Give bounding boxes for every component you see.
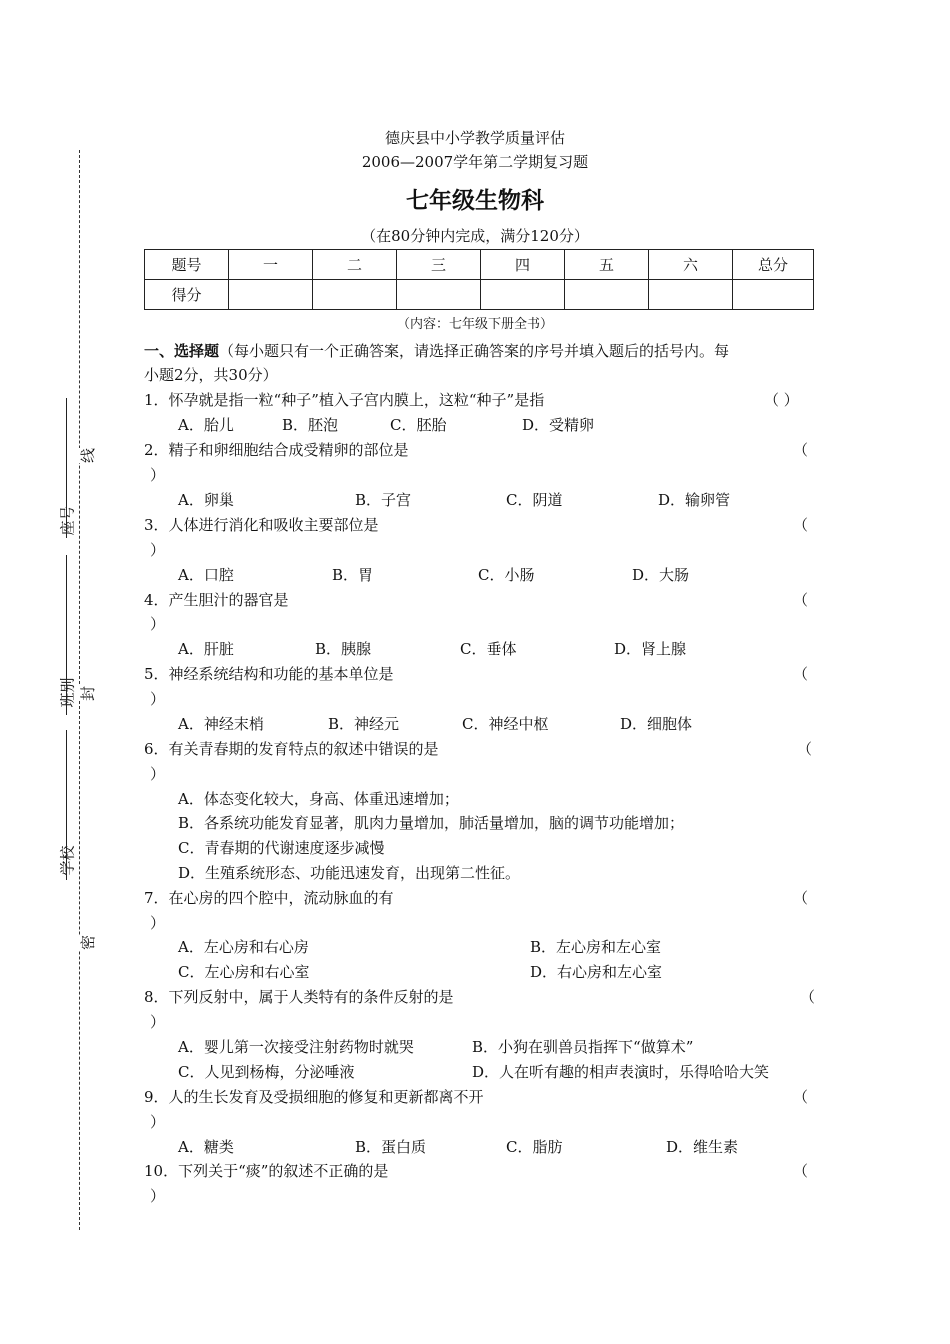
score-cell: 二 [313,250,397,280]
seal-mark-feng: 封 [79,685,98,702]
question-stem: 8．下列反射中，属于人类特有的条件反射的是 [144,988,454,1006]
score-blank-cell[interactable] [229,280,313,310]
option: A．体态变化较大，身高、体重迅速增加； [178,790,459,808]
option: C．神经中枢 [462,715,549,733]
question-stem: 5．神经系统结构和功能的基本单位是 [144,665,394,683]
header-line2: 2006—2007学年第二学期复习题 [361,153,589,171]
option: A．口腔 [178,566,234,584]
option: B．左心房和左心室 [530,938,662,956]
score-cell: 题号 [145,250,229,280]
score-blank-cell[interactable] [649,280,733,310]
option: D．肾上腺 [614,640,687,658]
answer-paren-open[interactable]: （ [793,441,809,459]
option: B．子宫 [355,491,412,509]
section-instruction [144,341,729,361]
section-title: 一、选择题 [144,342,220,360]
score-blank-cell[interactable] [733,280,814,310]
section-instruction-text: （每小题只有一个正确答案，请选择正确答案的序号并填入题后的括号内。每 [219,342,730,360]
option: A．胎儿 [178,416,234,434]
score-table [144,249,814,310]
seat-label: 座号 [58,505,77,536]
score-blank-cell[interactable] [313,280,397,310]
option: C．人见到杨梅，分泌唾液 [178,1063,355,1081]
school-label: 学校 [58,845,77,876]
answer-paren-close: ） [150,1113,166,1131]
option: C．脂肪 [506,1138,563,1156]
option: D．输卵管 [658,491,731,509]
answer-paren-close: ） [150,466,166,484]
question-stem: 3．人体进行消化和吸收主要部位是 [144,516,379,534]
answer-paren-open[interactable]: （ [793,516,809,534]
answer-paren-open[interactable]: （ [797,740,813,758]
score-table-score-row [145,280,814,310]
option: B．各系统功能发育显著，肌肉力量增加，肺活量增加，脑的调节功能增加； [178,814,685,832]
option: A．婴儿第一次接受注射药物时就哭 [178,1038,414,1056]
option: D．细胞体 [620,715,693,733]
page-title: 七年级生物科 [406,187,544,214]
answer-paren-close: ） [150,914,166,932]
option: A．神经末梢 [178,715,264,733]
option: B．蛋白质 [355,1138,427,1156]
answer-paren-close: ） [150,1187,166,1205]
question-stem: 7．在心房的四个腔中，流动脉血的有 [144,889,394,907]
question-stem: 6．有关青春期的发育特点的叙述中错误的是 [144,740,439,758]
answer-paren-close: ） [150,765,166,783]
option: D．维生素 [666,1138,739,1156]
question-stem: 2．精子和卵细胞结合成受精卵的部位是 [144,441,409,459]
option: A．左心房和右心房 [178,938,309,956]
score-blank-cell[interactable] [565,280,649,310]
answer-paren-open[interactable]: （ [793,889,809,907]
page-subtitle: （在80分钟内完成，满分120分） [361,227,589,245]
answer-paren-close: ） [150,690,166,708]
option: C．青春期的代谢速度逐步减慢 [178,839,385,857]
answer-paren-open[interactable]: （ [793,665,809,683]
option: B．胚泡 [282,416,339,434]
question-stem: 4．产生胆汁的器官是 [144,591,289,609]
class-underline [66,555,67,715]
seat-underline [66,398,67,538]
option: A．肝脏 [178,640,234,658]
option: C．小肠 [478,566,535,584]
answer-paren-close: ） [150,615,166,633]
option: D．受精卵 [522,416,595,434]
option: B．胃 [332,566,374,584]
option: C．垂体 [460,640,517,658]
header-line1: 德庆县中小学教学质量评估 [384,129,565,147]
class-label: 班别 [58,677,77,708]
answer-paren-open[interactable]: （ [793,1162,809,1180]
answer-paren-close: ） [150,541,166,559]
score-table-header-row [145,250,814,280]
option: B．神经元 [328,715,400,733]
option: B．胰腺 [315,640,372,658]
option: D．大肠 [632,566,690,584]
seal-mark-xian: 线 [79,447,98,464]
score-cell: 五 [565,250,649,280]
seal-mark-mi: 密 [79,934,98,951]
option: A．糖类 [178,1138,234,1156]
option: C．左心房和右心室 [178,963,310,981]
score-cell: 得分 [145,280,229,310]
score-cell: 四 [481,250,565,280]
option: D．人在听有趣的相声表演时，乐得哈哈大笑 [472,1063,770,1081]
score-cell: 总分 [733,250,814,280]
score-cell: 一 [229,250,313,280]
answer-paren-open[interactable]: （ [793,1088,809,1106]
option: B．小狗在驯兽员指挥下“做算术” [472,1038,694,1056]
option: C．阴道 [506,491,563,509]
question-stem: 9．人的生长发育及受损细胞的修复和更新都离不开 [144,1088,484,1106]
score-blank-cell[interactable] [397,280,481,310]
section-instruction-cont: 小题2分，共30分） [144,366,278,384]
school-underline [66,730,67,880]
answer-paren-open[interactable]: （ [793,591,809,609]
score-blank-cell[interactable] [481,280,565,310]
score-cell: 三 [397,250,481,280]
answer-paren[interactable]: （ ） [764,391,799,409]
answer-paren-open[interactable]: （ [800,988,816,1006]
option: C．胚胎 [390,416,447,434]
answer-paren-close: ） [150,1013,166,1031]
content-note: （内容：七年级下册全书） [396,317,553,332]
option: D．生殖系统形态、功能迅速发育，出现第二性征。 [178,864,521,882]
question-stem: 1．怀孕就是指一粒“种子”植入子宫内膜上，这粒“种子”是指 [144,391,545,409]
question-stem: 10．下列关于“痰”的叙述不正确的是 [144,1162,389,1180]
option: D．右心房和左心室 [530,963,663,981]
option: A．卵巢 [178,491,234,509]
score-cell: 六 [649,250,733,280]
